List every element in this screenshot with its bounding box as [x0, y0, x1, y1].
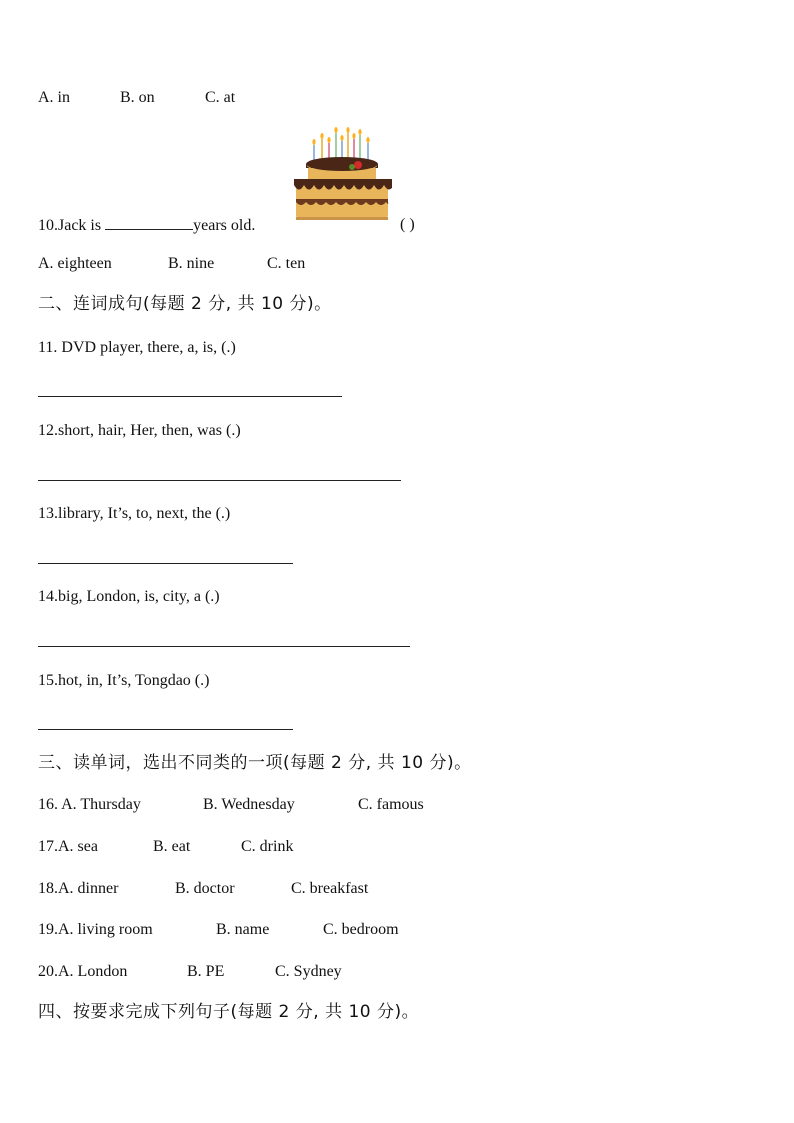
q9-option-a: A. in: [38, 89, 70, 106]
q11-answer-line[interactable]: [38, 396, 342, 397]
q20-number: 20.: [38, 963, 58, 980]
question-11: 11. DVD player, there, a, is, (.): [38, 339, 236, 356]
q19-option-a: A. living room: [58, 921, 153, 938]
q18-option-a: A. dinner: [58, 880, 119, 897]
q20-option-b: B. PE: [187, 963, 225, 980]
q10-text-after: years old.: [193, 217, 256, 234]
section-2-title: 二、连词成句(每题 2 分, 共 10 分)。: [38, 294, 332, 314]
q20-option-a: A. London: [58, 963, 128, 980]
q10-text-before: 10.Jack is: [38, 217, 106, 234]
question-10: [38, 215, 255, 236]
q12-answer-line[interactable]: [38, 480, 401, 481]
q13-answer-line[interactable]: [38, 563, 293, 564]
q18-number: 18.: [38, 880, 58, 897]
q19-number: 19.: [38, 921, 58, 938]
q19-option-b: B. name: [216, 921, 270, 938]
question-15: 15.hot, in, It’s, Tongdao (.): [38, 672, 210, 689]
section-3-title: 三、读单词，选出不同类的一项(每题 2 分, 共 10 分)。: [38, 753, 472, 773]
q16-number: 16.: [38, 796, 62, 813]
q9-option-c: C. at: [205, 89, 236, 106]
q17-number: 17.: [38, 838, 58, 855]
question-14: 14.big, London, is, city, a (.): [38, 588, 220, 605]
q9-option-b: B. on: [120, 89, 155, 106]
q17-number-and-a: [38, 837, 98, 857]
q19-number-and-a: [38, 920, 153, 940]
q10-option-c: C. ten: [267, 255, 306, 272]
q16-option-b: B. Wednesday: [203, 796, 295, 813]
q20-number-and-a: [38, 962, 127, 982]
q18-option-b: B. doctor: [175, 880, 235, 897]
q19-option-c: C. bedroom: [323, 921, 399, 938]
q16-option-a: A. Thursday: [61, 796, 141, 813]
q15-answer-line[interactable]: [38, 729, 293, 730]
q17-option-a: A. sea: [58, 838, 98, 855]
q10-option-b: B. nine: [168, 255, 215, 272]
question-13: 13.library, It’s, to, next, the (.): [38, 505, 231, 522]
q10-option-a: A. eighteen: [38, 255, 112, 272]
q10-answer-paren[interactable]: ( ): [400, 216, 415, 233]
q10-answer-blank[interactable]: [105, 215, 193, 230]
q17-option-c: C. drink: [241, 838, 294, 855]
section-4-title: 四、按要求完成下列句子(每题 2 分, 共 10 分)。: [38, 1002, 420, 1022]
q17-option-b: B. eat: [153, 838, 191, 855]
q16-option-c: C. famous: [358, 796, 424, 813]
q14-answer-line[interactable]: [38, 646, 410, 647]
q16-number-and-a: [38, 795, 141, 815]
q20-option-c: C. Sydney: [275, 963, 342, 980]
q18-option-c: C. breakfast: [291, 880, 369, 897]
question-12: 12.short, hair, Her, then, was (.): [38, 422, 241, 439]
q18-number-and-a: [38, 879, 118, 899]
birthday-cake-image: [292, 127, 392, 223]
